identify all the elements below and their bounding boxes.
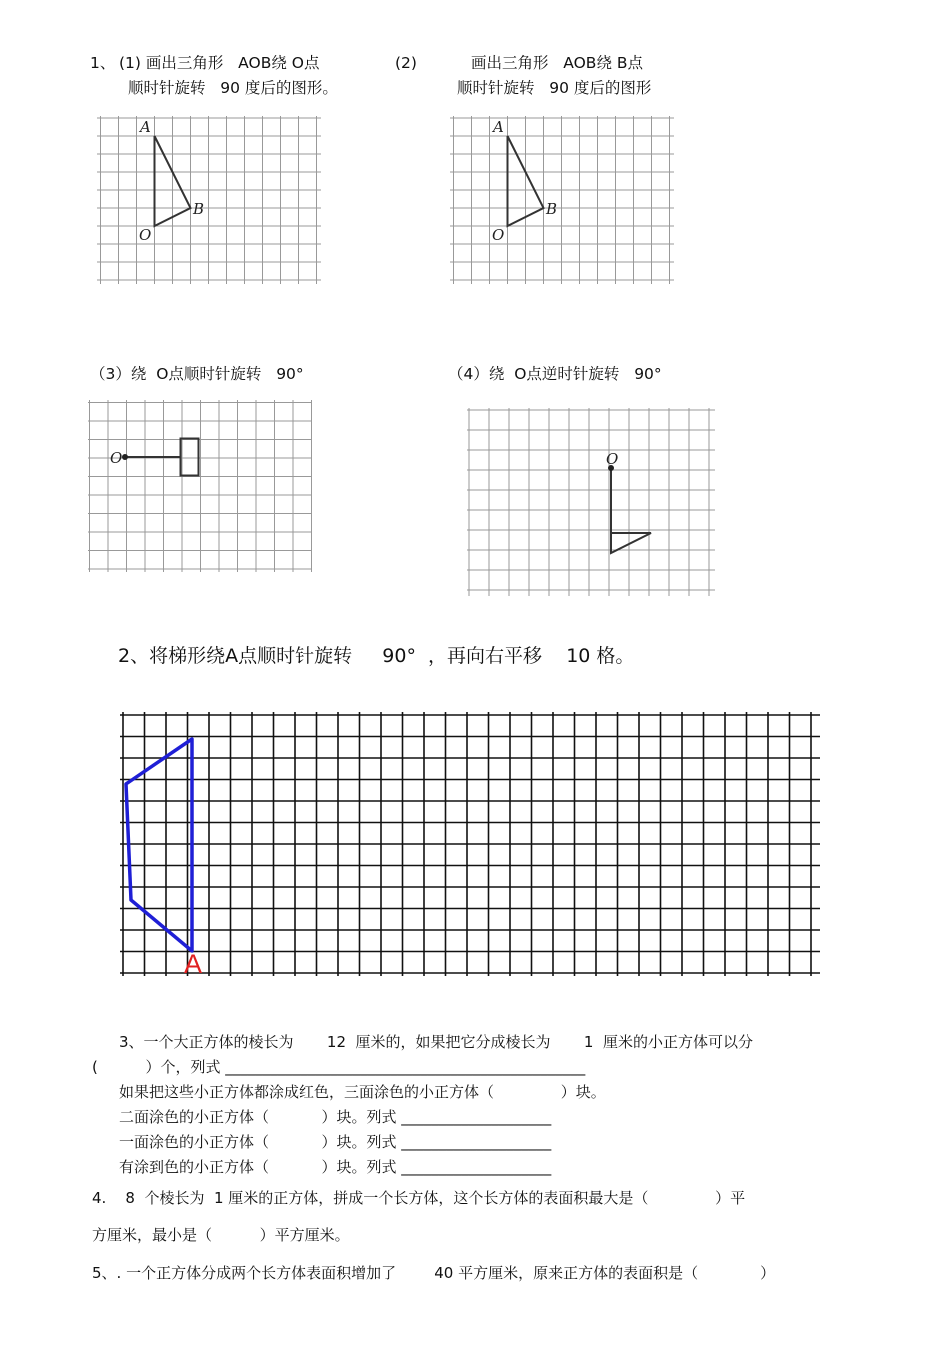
grid-4-lines xyxy=(467,408,715,596)
q1-part2-line2: 顺时针旋转 90 度后的图形 xyxy=(457,79,652,97)
q3-line1: 3、一个大正方体的棱长为 12 厘米的，如果把它分成棱长为 1 厘米的小正方体可以分 xyxy=(119,1033,754,1051)
grid-q2 xyxy=(120,712,820,976)
q3-line6: 有涂到色的小正方体（ ）块。列式 ____________________ xyxy=(119,1158,552,1176)
grid-3-lines xyxy=(88,400,312,572)
q3-line4: 二面涂色的小正方体（ ）块。列式 ____________________ xyxy=(119,1108,552,1126)
label-o-4: O xyxy=(606,450,619,468)
trapezoid xyxy=(126,739,192,951)
q1-part2-number: (2) xyxy=(395,54,417,72)
label-a-1: A xyxy=(140,118,151,136)
q1-part4-text: （4）绕 O点逆时针旋转 90° xyxy=(448,365,662,383)
label-b-2: B xyxy=(546,200,558,218)
q5-line1: 5、. 一个正方体分成两个长方体表面积增加了 40 平方厘米，原来正方体的表面积是（ ） xyxy=(92,1264,776,1282)
label-a-2: A xyxy=(493,118,504,136)
label-o-1: O xyxy=(139,226,152,244)
q1-part3-text: （3）绕 O点顺时针旋转 90° xyxy=(90,365,304,383)
q1-part1-line2: 顺时针旋转 90 度后的图形。 xyxy=(128,79,338,97)
q1-part1-line1: (1) 画出三角形 AOB绕 O点 xyxy=(119,54,320,72)
q2-text: 2、将梯形绕A点顺时针旋转 90° ，再向右平移 10 格。 xyxy=(118,645,635,667)
grid-3 xyxy=(88,400,312,572)
grid-4 xyxy=(467,408,715,596)
point-o-3 xyxy=(122,454,128,460)
q1-number: 1、 xyxy=(90,54,116,72)
grid-1-lines xyxy=(97,116,321,284)
grid-1 xyxy=(97,116,321,284)
q4-line2: 方厘米，最小是（ ）平方厘米。 xyxy=(92,1226,350,1244)
point-a-label: A xyxy=(184,949,203,976)
q3-line2: ( ）个，列式 ________________________________________________ xyxy=(92,1058,586,1076)
grid-q2-lines xyxy=(120,712,820,976)
label-o-2: O xyxy=(492,226,505,244)
q3-line3: 如果把这些小正方体都涂成红色，三面涂色的小正方体（ ）块。 xyxy=(119,1083,606,1101)
rectangle-3 xyxy=(181,439,199,476)
label-b-1: B xyxy=(193,200,205,218)
q1-part2-line1: 画出三角形 AOB绕 B点 xyxy=(471,54,644,72)
grid-2-lines xyxy=(450,116,674,284)
q3-line5: 一面涂色的小正方体（ ）块。列式 ____________________ xyxy=(119,1133,552,1151)
grid-2 xyxy=(450,116,674,284)
q4-line1: 4. 8 个棱长为 1 厘米的正方体，拼成一个长方体，这个长方体的表面积最大是（ ）平 xyxy=(92,1189,746,1207)
label-o-3: O xyxy=(110,449,123,467)
